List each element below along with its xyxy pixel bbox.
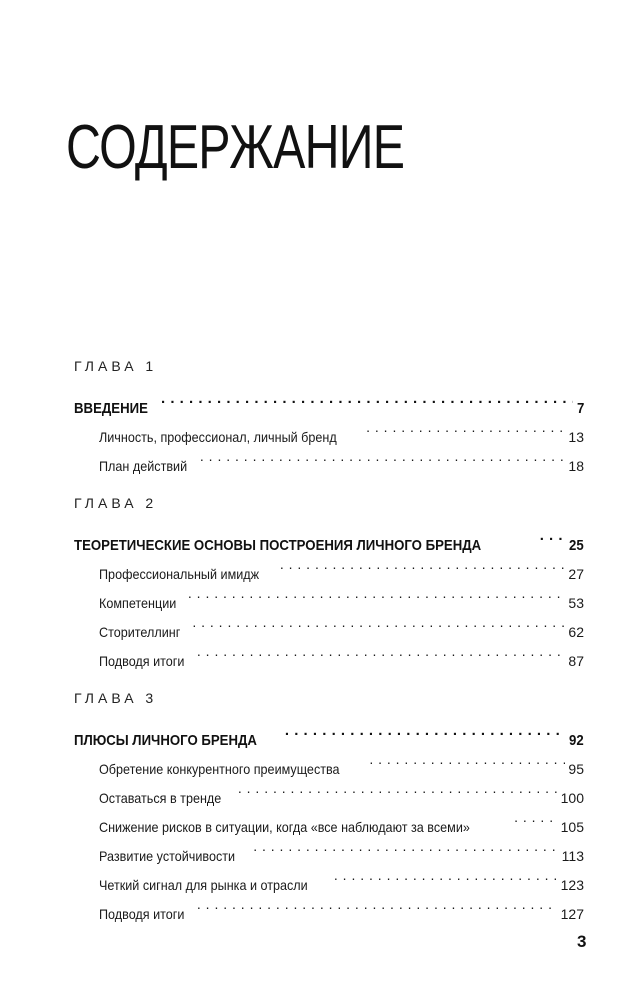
toc-entry-text: Личность, профессионал, личный бренд — [99, 429, 337, 445]
toc-entry-text: Компетенции — [99, 595, 177, 611]
toc-page-number: 13 — [568, 429, 584, 445]
toc-chapter-heading[interactable] — [74, 716, 584, 749]
chapter-1 — [74, 356, 584, 474]
leader-dots — [540, 521, 565, 550]
toc-entry-text: Четкий сигнал для рынка и отрасли — [99, 877, 308, 893]
chapter-label: ГЛАВА 2 — [74, 495, 158, 511]
toc-page-number: 123 — [560, 877, 584, 893]
toc-heading-text: ПЛЮСЫ ЛИЧНОГО БРЕНДА — [74, 732, 257, 749]
toc-chapter-heading[interactable] — [74, 384, 584, 417]
toc-entry-text: Подводя итоги — [99, 906, 185, 922]
leader-dots — [285, 716, 564, 745]
leader-dots — [514, 803, 558, 832]
leader-dots — [192, 608, 565, 637]
toc-page-number: 62 — [568, 624, 584, 640]
toc-page-number: 127 — [560, 906, 584, 922]
leader-dots — [253, 832, 558, 861]
toc-page-number: 105 — [560, 819, 584, 835]
toc-page-number: 18 — [568, 458, 584, 474]
leader-dots — [188, 579, 566, 608]
chapter-label: ГЛАВА 3 — [74, 690, 158, 706]
toc-page-number: 87 — [568, 653, 584, 669]
toc-page-number: 100 — [560, 790, 584, 806]
toc-page-number: 92 — [569, 732, 584, 749]
toc-chapter-heading[interactable] — [74, 521, 584, 554]
page-title: СОДЕРЖАНИЕ — [66, 113, 405, 182]
toc-entry-text: Оставаться в тренде — [99, 790, 222, 806]
chapter-3 — [74, 688, 584, 922]
toc-entry-text: Снижение рисков в ситуации, когда «все наблюдают за всеми» — [99, 819, 470, 835]
leader-dots — [280, 550, 566, 579]
toc-page-number: 95 — [568, 761, 584, 777]
toc-page-number: 113 — [561, 848, 584, 864]
toc-entry-text: Профессиональный имидж — [99, 566, 260, 582]
toc-page-number: 53 — [568, 595, 584, 611]
toc-entry-text: Сторителлинг — [99, 624, 181, 640]
toc-page-number: 7 — [576, 400, 584, 417]
leader-dots — [197, 890, 558, 919]
leader-dots — [161, 384, 573, 413]
chapter-label: ГЛАВА 1 — [74, 358, 158, 374]
toc-entry-text: Обретение конкурентного преимущества — [99, 761, 340, 777]
leader-dots — [369, 745, 565, 774]
toc-entry[interactable] — [74, 413, 584, 445]
leader-dots — [200, 442, 566, 471]
leader-dots — [366, 413, 565, 442]
toc-heading-text: ВВЕДЕНИЕ — [74, 400, 148, 417]
leader-dots — [197, 637, 566, 666]
toc-entry-text: Подводя итоги — [99, 653, 185, 669]
leader-dots — [238, 774, 558, 803]
leader-dots — [334, 861, 558, 890]
chapter-2 — [74, 493, 584, 669]
toc-heading-text: ТЕОРЕТИЧЕСКИЕ ОСНОВЫ ПОСТРОЕНИЯ ЛИЧНОГО БРЕНДА — [74, 537, 482, 554]
toc-page-number: 27 — [568, 566, 584, 582]
toc-entry-text: Развитие устойчивости — [99, 848, 236, 864]
toc-page-number: 25 — [569, 537, 584, 554]
toc-entry-text: План действий — [99, 458, 188, 474]
page-number: 3 — [577, 932, 587, 951]
